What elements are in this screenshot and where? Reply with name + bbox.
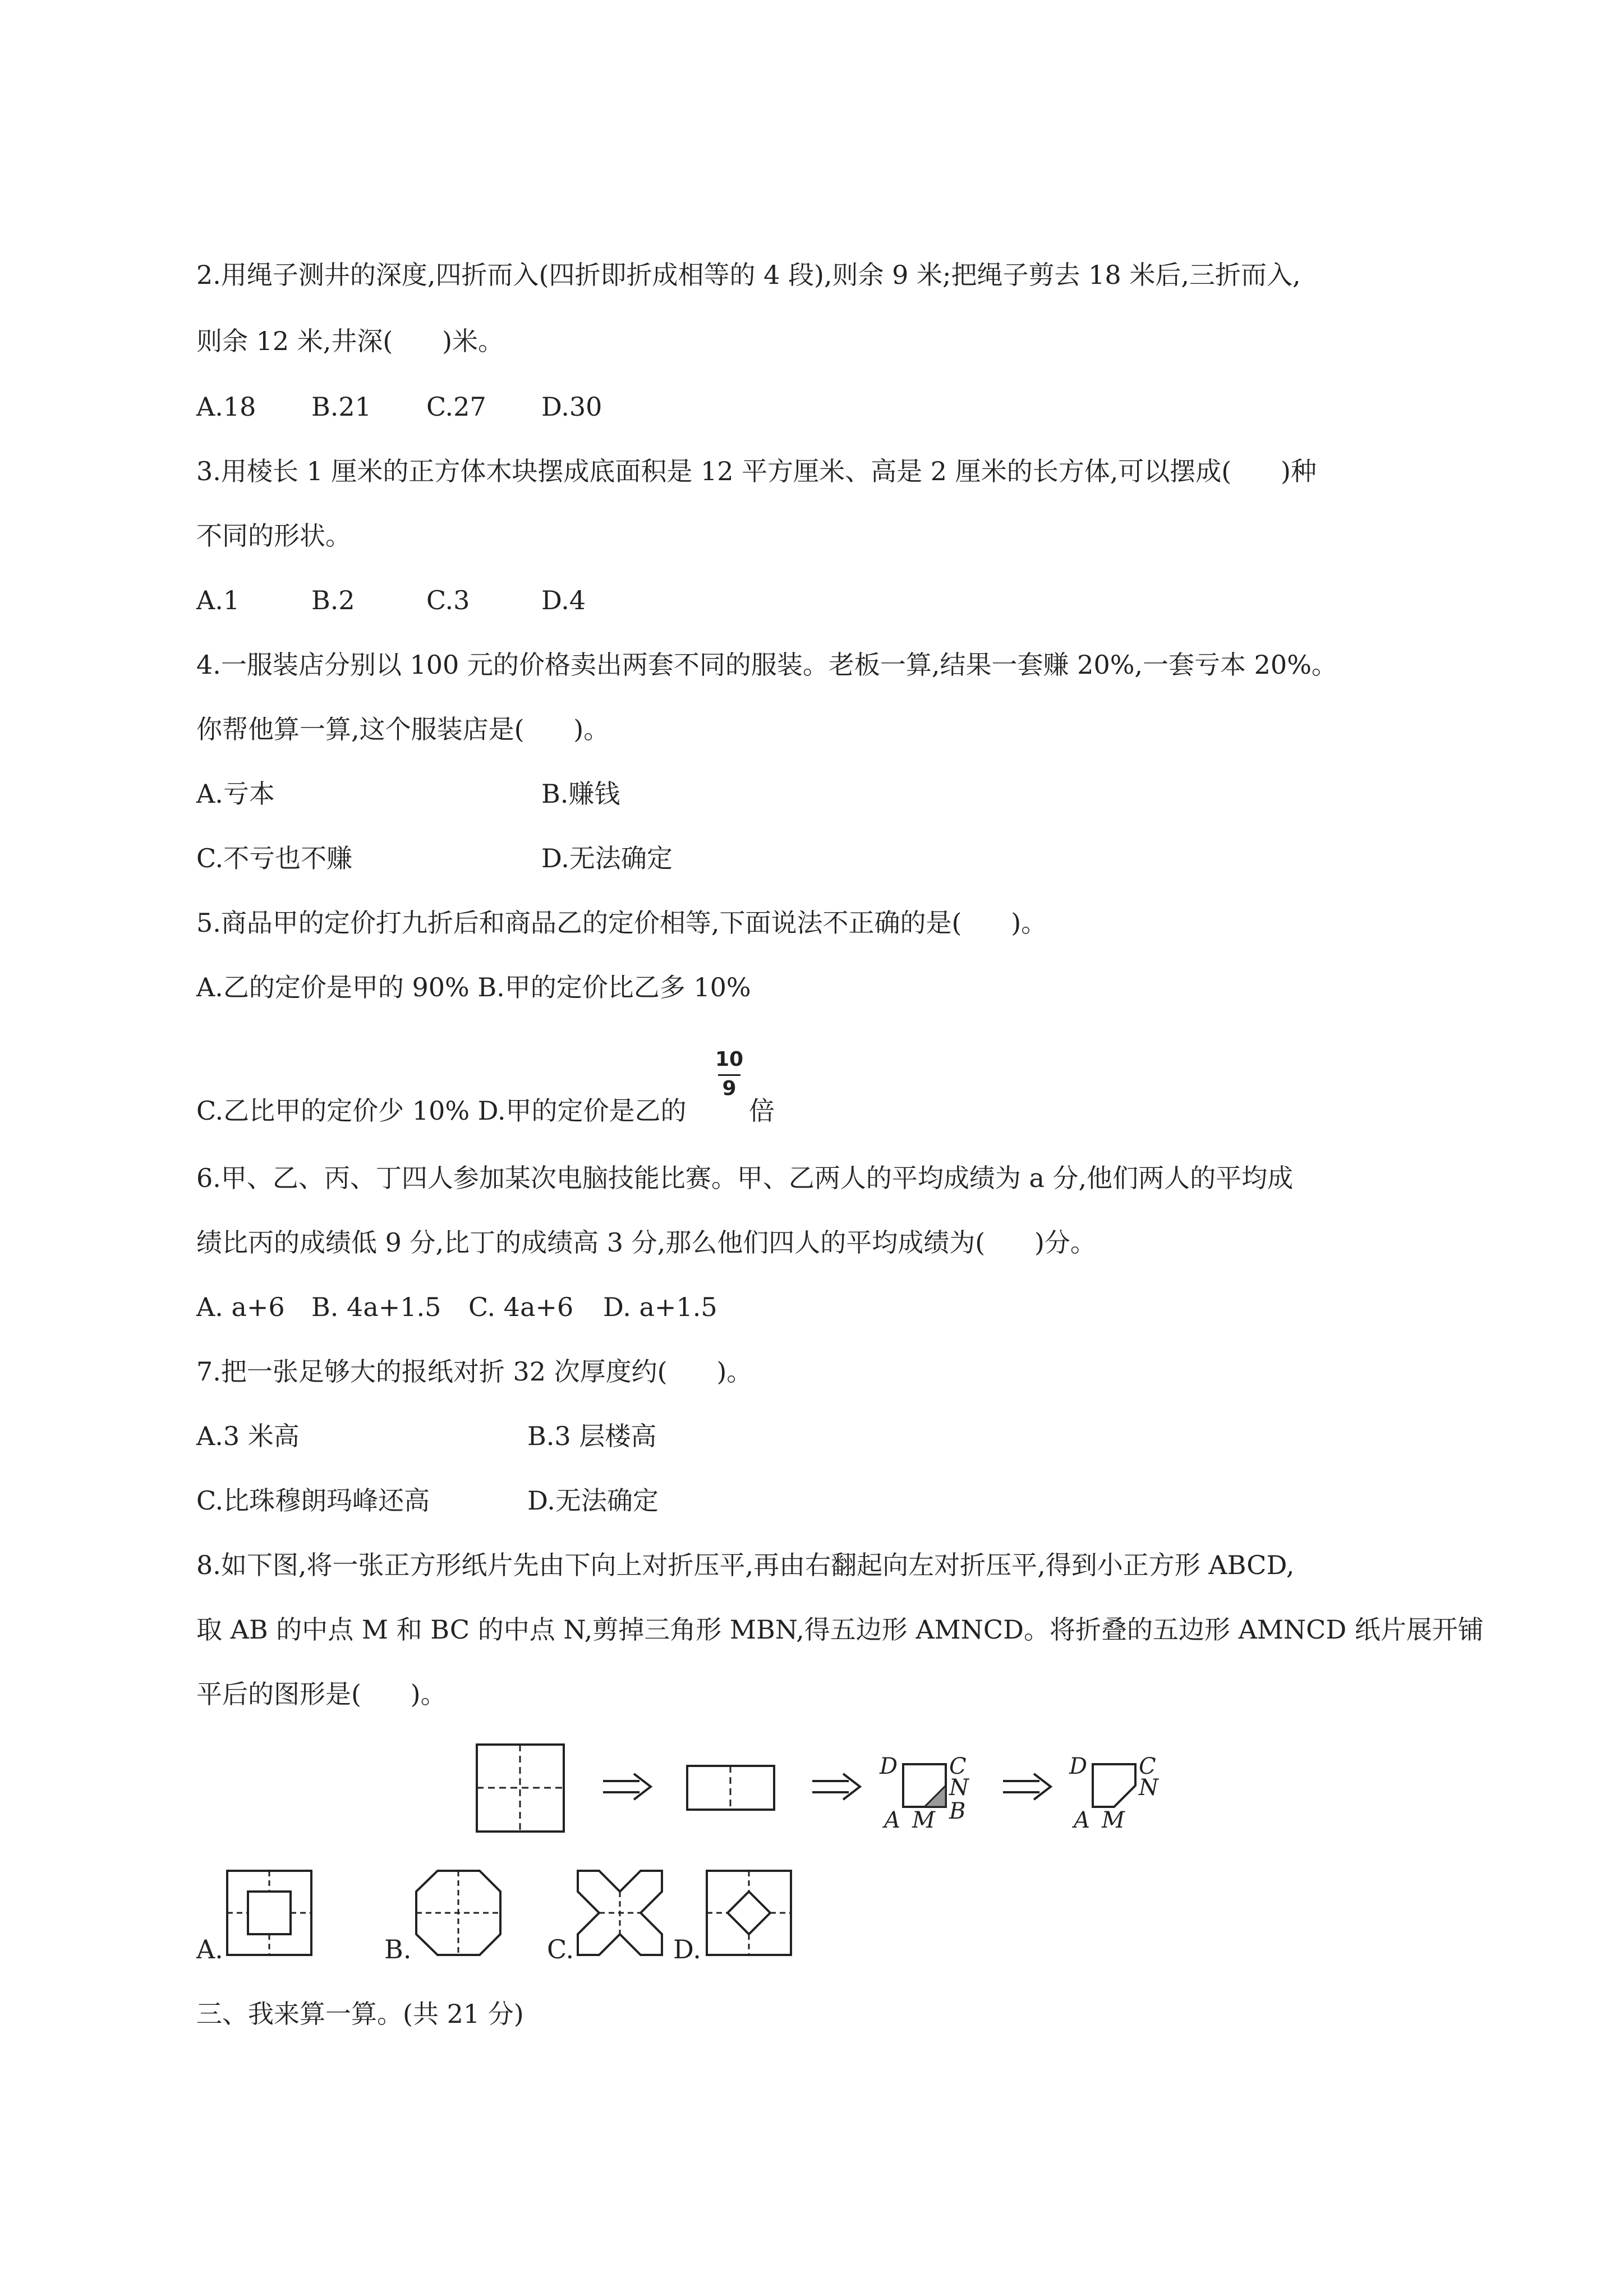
fraction-numerator: 10 — [715, 1048, 744, 1071]
label-d-2: D — [1069, 1754, 1088, 1779]
q8-line-2: 取 AB 的中点 M 和 BC 的中点 N,剪掉三角形 MBN,得五边形 AMNCD。将折叠的五边形 AMNCD 纸片展开铺 — [196, 1614, 1484, 1645]
q2-option-d: D.30 — [541, 392, 602, 422]
arrow-2-icon — [812, 1774, 860, 1800]
option-d-figure — [707, 1871, 791, 1955]
q3-line-2: 不同的形状。 — [196, 521, 351, 551]
q5-line-1: 5.商品甲的定价打九折后和商品乙的定价相等,下面说法不正确的是( )。 — [196, 908, 1047, 938]
label-d: D — [880, 1754, 898, 1779]
q6-option-c: C. 4a+6 — [468, 1292, 574, 1322]
q4-option-b: B.赚钱 — [541, 779, 620, 809]
step-3-square-abcd — [879, 1754, 970, 1833]
q2-option-c: C.27 — [426, 392, 486, 422]
q7-option-a: A.3 米高 — [196, 1421, 300, 1451]
q5-options-cd: C.乙比甲的定价少 10% D.甲的定价是乙的 — [196, 1096, 687, 1126]
q2-option-a: A.18 — [196, 392, 256, 422]
q8-line-3: 平后的图形是( )。 — [196, 1679, 447, 1709]
q8-option-c-label: C. — [547, 1934, 574, 1964]
q2-line-1: 2.用绳子测井的深度,四折而入(四折即折成相等的 4 段),则余 9 米;把绳子剪去 18 米后,三折而入, — [196, 260, 1301, 290]
q8-line-1: 8.如下图,将一张正方形纸片先由下向上对折压平,再由右翻起向左对折压平,得到小正方形 ABCD, — [196, 1550, 1295, 1580]
arrow-3-icon — [1003, 1774, 1051, 1800]
q8-option-d-label: D. — [673, 1934, 701, 1964]
q5-suffix: 倍 — [749, 1096, 775, 1126]
q7-line-1: 7.把一张足够大的报纸对折 32 次厚度约( )。 — [196, 1356, 753, 1387]
q3-option-c: C.3 — [426, 585, 470, 615]
q3-option-b: B.2 — [311, 585, 355, 615]
q2-line-2: 则余 12 米,井深( )米。 — [196, 326, 504, 356]
q7-option-b: B.3 层楼高 — [527, 1421, 657, 1451]
step-4-pentagon — [1069, 1754, 1160, 1833]
label-m: M — [912, 1807, 935, 1833]
step-2-rectangle — [687, 1766, 774, 1810]
q4-line-1: 4.一服装店分别以 100 元的价格卖出两套不同的服装。老板一算,结果一套赚 20%,一套亏本 20%。 — [196, 650, 1337, 680]
q8-option-b-label: B. — [384, 1934, 412, 1964]
q6-line-1: 6.甲、乙、丙、丁四人参加某次电脑技能比赛。甲、乙两人的平均成绩为 a 分,他们两人的平均成 — [196, 1163, 1294, 1193]
fraction-denominator: 9 — [722, 1077, 737, 1100]
label-c-2: C — [1139, 1754, 1156, 1779]
section-3-title: 三、我来算一算。(共 21 分) — [196, 1999, 524, 2029]
q4-option-c: C.不亏也不赚 — [196, 843, 353, 873]
q3-line-1: 3.用棱长 1 厘米的正方体木块摆成底面积是 12 平方厘米、高是 2 厘米的长方体,可以摆成( )种 — [196, 456, 1317, 486]
q4-line-2: 你帮他算一算,这个服装店是( )。 — [196, 714, 610, 744]
q2-option-b: B.21 — [311, 392, 371, 422]
arrow-1-icon — [603, 1774, 651, 1800]
label-b: B — [949, 1798, 966, 1824]
label-c: C — [949, 1754, 967, 1779]
label-m-2: M — [1102, 1807, 1125, 1833]
label-a-2: A — [1074, 1807, 1090, 1833]
label-a: A — [884, 1807, 900, 1833]
q5-options-ab: A.乙的定价是甲的 90% B.甲的定价比乙多 10% — [196, 972, 751, 1002]
option-b-figure — [416, 1871, 500, 1955]
q7-option-d: D.无法确定 — [527, 1485, 659, 1516]
q6-line-2: 绩比丙的成绩低 9 分,比丁的成绩高 3 分,那么他们四人的平均成绩为( )分。 — [196, 1227, 1096, 1258]
q7-option-c: C.比珠穆朗玛峰还高 — [196, 1485, 430, 1516]
option-c-figure — [578, 1871, 662, 1955]
q3-option-a: A.1 — [196, 585, 240, 615]
q4-option-d: D.无法确定 — [541, 843, 673, 873]
label-n-2: N — [1139, 1775, 1158, 1801]
step-1-square — [477, 1745, 564, 1832]
q6-option-d: D. a+1.5 — [603, 1292, 717, 1322]
q6-option-b: B. 4a+1.5 — [311, 1292, 441, 1322]
q8-option-a-label: A. — [196, 1934, 223, 1964]
option-a-figure — [227, 1871, 311, 1955]
q4-option-a: A.亏本 — [196, 779, 275, 809]
label-n: N — [949, 1775, 969, 1801]
q6-option-a: A. a+6 — [196, 1292, 285, 1322]
q3-option-d: D.4 — [541, 585, 586, 615]
